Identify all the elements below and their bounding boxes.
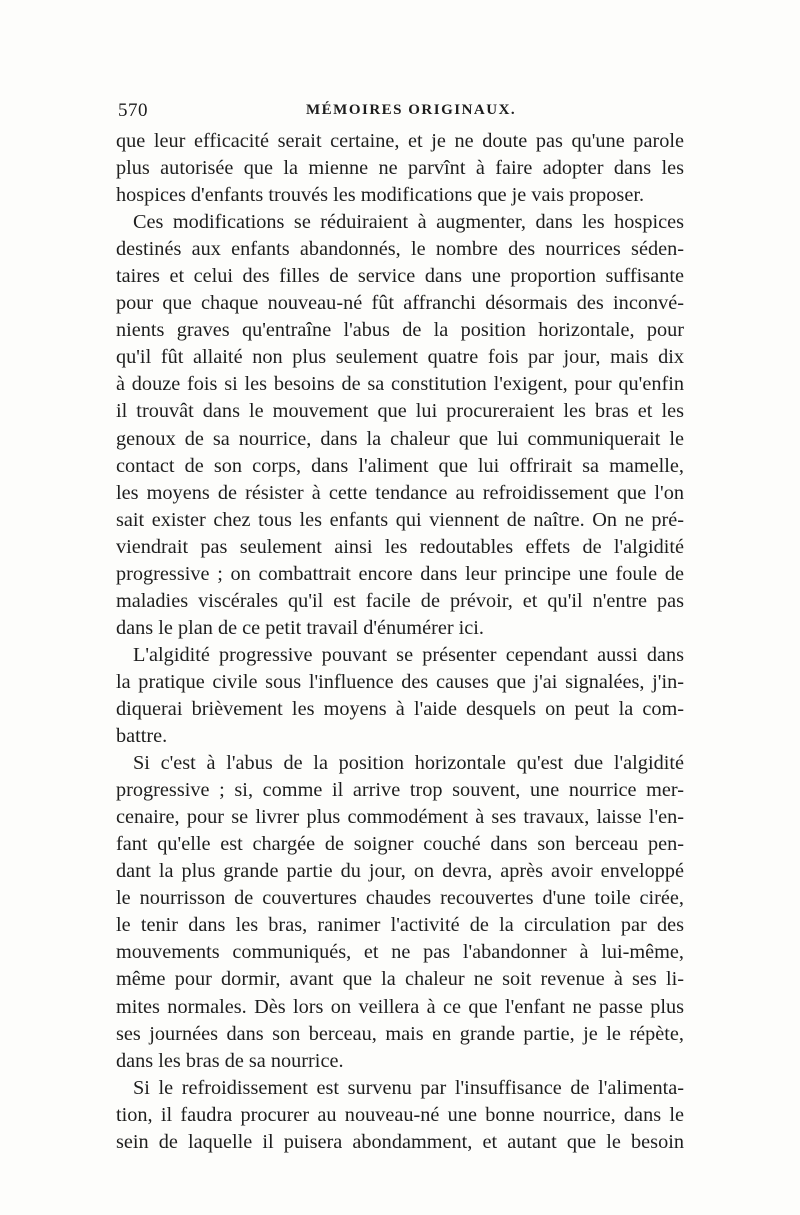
text-line: sait exister chez tous les enfants qui viennent de naître. On ne pré- (116, 508, 684, 531)
text-line: sein de laquelle il puisera abondamment, et autant que le besoin (116, 1130, 684, 1153)
text-line: hospices d'enfants trouvés les modifications que je vais proposer. (116, 184, 645, 207)
text-line: que leur efficacité serait certaine, et je ne doute pas qu'une parole (116, 130, 684, 152)
text-line: la pratique civile sous l'influence des causes que j'ai signalées, j'in- (116, 670, 684, 693)
text-line: mites normales. Dès lors on veillera à ce que l'enfant ne passe plus (116, 995, 684, 1018)
text-line: progressive ; on combattrait encore dans leur principe une foule de (116, 562, 684, 585)
text-line: contact de son corps, dans l'aliment que lui offrirait sa mamelle, (116, 454, 684, 477)
text-line: même pour dormir, avant que la chaleur ne soit revenue à ses li- (116, 968, 684, 991)
running-header (118, 100, 686, 124)
paragraph-start-line: L'algidité progressive pouvant se présenter cependant aussi dans (133, 643, 684, 666)
paragraph-start-line: Si le refroidissement est survenu par l'insuffisance de l'alimenta- (133, 1076, 684, 1099)
text-line: dans le plan de ce petit travail d'énumérer ici. (116, 616, 484, 639)
body-text (116, 128, 684, 1156)
text-line: dant la plus grande partie du jour, on devra, après avoir enveloppé (116, 860, 684, 883)
text-line: fant qu'elle est chargée de soigner couché dans son berceau pen- (116, 833, 684, 856)
text-line: battre. (116, 725, 168, 748)
running-title: MÉMOIRES ORIGINAUX. (306, 102, 517, 118)
text-line: diquerai brièvement les moyens à l'aide desquels on peut la com- (116, 697, 684, 720)
text-line: à douze fois si les besoins de sa constitution l'exigent, pour qu'enfin (116, 373, 684, 396)
text-line: le tenir dans les bras, ranimer l'activité de la circulation par des (116, 914, 684, 937)
text-line: taires et celui des filles de service dans une proportion suffisante (116, 265, 684, 288)
text-line: pour que chaque nouveau-né fût affranchi désormais des inconvé- (116, 292, 684, 315)
text-line: il trouvât dans le mouvement que lui procureraient les bras et les (116, 400, 684, 423)
text-line: tion, il faudra procurer au nouveau-né une bonne nourrice, dans le (116, 1103, 684, 1126)
text-line: viendrait pas seulement ainsi les redoutables effets de l'algidité (116, 535, 684, 558)
paragraph-start-line: Ces modifications se réduiraient à augmenter, dans les hospices (133, 211, 684, 234)
text-line: nients graves qu'entraîne l'abus de la position horizontale, pour (116, 319, 684, 342)
text-line: cenaire, pour se livrer plus commodément à ses travaux, laisse l'en- (116, 806, 684, 829)
text-line: le nourrisson de couvertures chaudes recouvertes d'une toile cirée, (116, 887, 684, 910)
text-line: destinés aux enfants abandonnés, le nombre des nourrices séden- (116, 238, 684, 261)
text-line: progressive ; si, comme il arrive trop souvent, une nourrice mer- (116, 779, 684, 802)
text-line: dans les bras de sa nourrice. (116, 1049, 344, 1072)
page-number: 570 (118, 100, 148, 121)
text-line: qu'il fût allaité non plus seulement quatre fois par jour, mais dix (116, 346, 684, 369)
text-line: les moyens de résister à cette tendance au refroidissement que l'on (116, 481, 684, 504)
paragraph-start-line: Si c'est à l'abus de la position horizontale qu'est due l'algidité (133, 752, 684, 775)
text-line: plus autorisée que la mienne ne parvînt à faire adopter dans les (116, 157, 684, 180)
text-line: genoux de sa nourrice, dans la chaleur que lui communiquerait le (116, 427, 684, 450)
text-line: maladies viscérales qu'il est facile de prévoir, et qu'il n'entre pas (116, 589, 684, 612)
text-line: mouvements communiqués, et ne pas l'abandonner à lui-même, (116, 941, 684, 964)
text-line: ses journées dans son berceau, mais en grande partie, je le répète, (116, 1022, 684, 1045)
